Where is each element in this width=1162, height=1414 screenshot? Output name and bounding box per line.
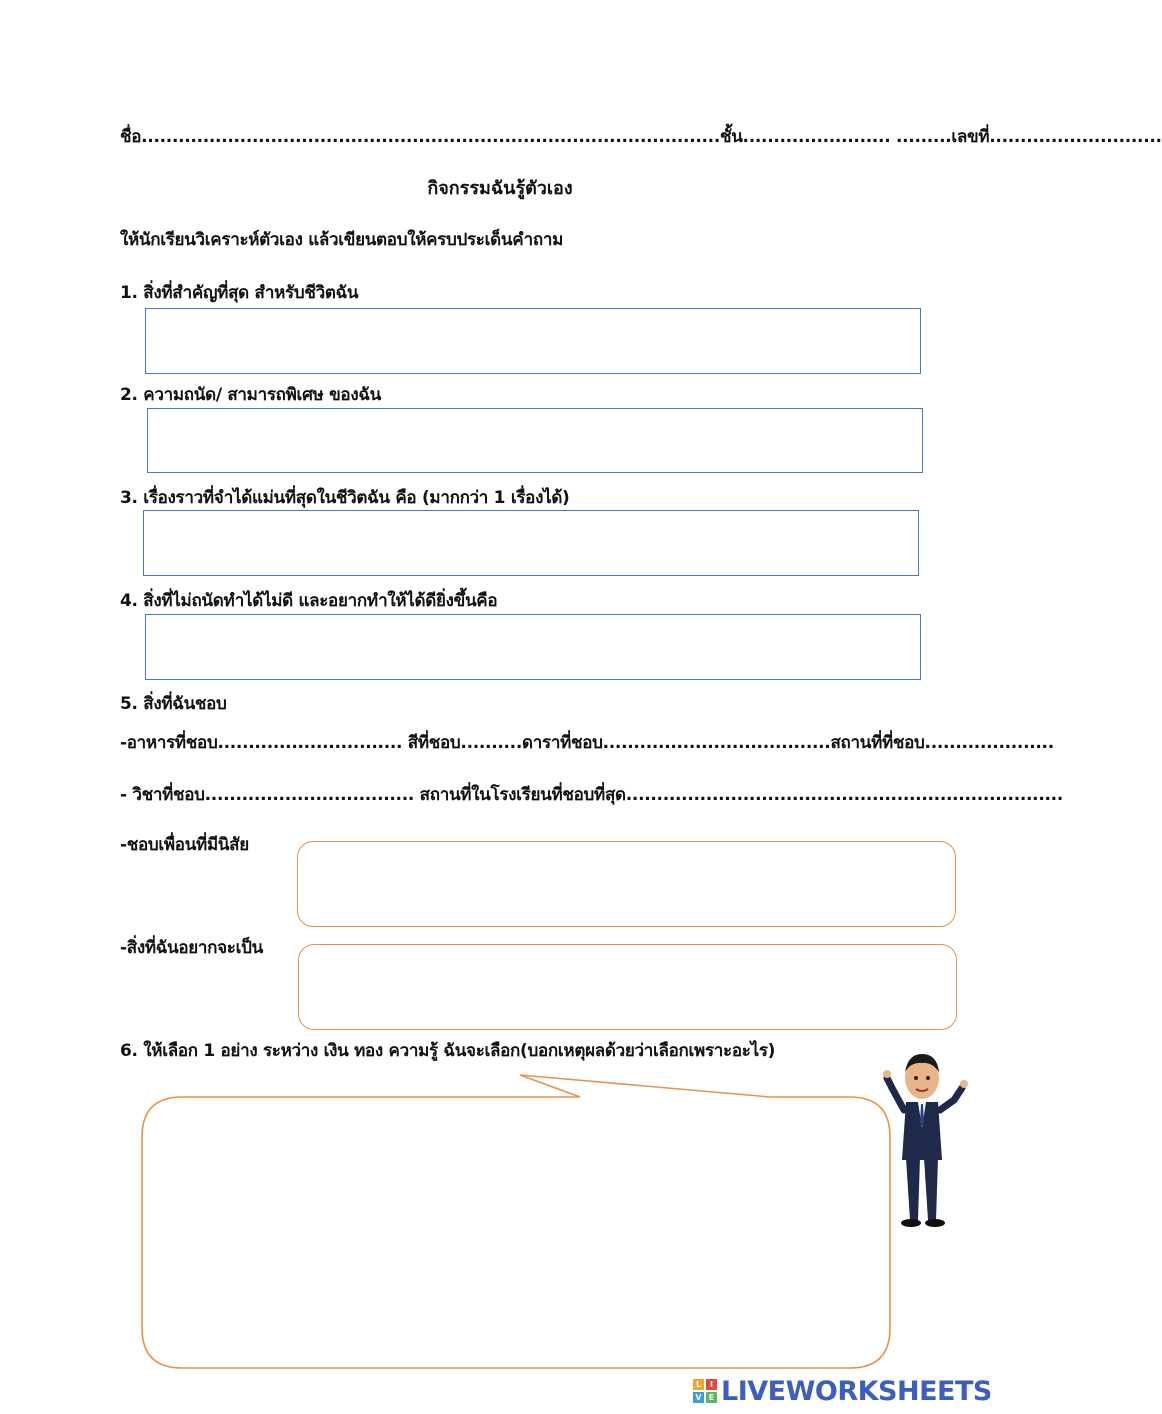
dream-label: -สิ่งที่ฉันอยากจะเป็น	[120, 938, 263, 958]
favorites-line-subject-school-place[interactable]: - วิชาที่ชอบ.................................. สถานที่ในโรงเรียนที่ชอบที่สุด.......................................................................	[120, 785, 1063, 805]
page-title: กิจกรรมฉันรู้ตัวเอง	[427, 178, 573, 199]
question-2-label: 2. ความถนัด/ สามารถพิเศษ ของฉัน	[120, 385, 381, 405]
liveworksheets-logo-icon: L I V E	[693, 1379, 717, 1403]
liveworksheets-brand-name: LIVEWORKSHEETS	[721, 1375, 992, 1407]
question-5-label: 5. สิ่งที่ฉันชอบ	[120, 694, 227, 714]
question-6-label: 6. ให้เลือก 1 อย่าง ระหว่าง เงิน ทอง ความรู้ ฉันจะเลือก(บอกเหตุผลด้วยว่าเลือกเพราะอะไร)	[120, 1041, 776, 1061]
favorites-line-food-color-star-place[interactable]: -อาหารที่ชอบ.............................. สีที่ชอบ..........ดาราที่ชอบ.....................................สถานที่ที่ชอบ.....................	[120, 733, 1054, 753]
liveworksheets-logo	[693, 1376, 992, 1406]
question-1-label: 1. สิ่งที่สำคัญที่สุด สำหรับชีวิตฉัน	[120, 283, 359, 303]
friend-trait-label: -ชอบเพื่อนที่มีนิสัย	[120, 835, 249, 855]
instruction-text: ให้นักเรียนวิเคราะห์ตัวเอง แล้วเขียนตอบให้ครบประเด็นคำถาม	[120, 230, 563, 250]
question-3-label: 3. เรื่องราวที่จำได้แม่นที่สุดในชีวิตฉัน คือ (มากกว่า 1 เรื่องได้)	[120, 488, 570, 508]
teacher-cartoon-icon	[880, 1048, 970, 1233]
name-class-number-line: ชื่อ..............................................................................................ชั้น........................ .........เลขที่............................	[120, 127, 1162, 147]
question-4-label: 4. สิ่งที่ไม่ถนัดทำได้ไม่ดี และอยากทำให้ได้ดียิ่งขึ้นคือ	[120, 591, 498, 611]
